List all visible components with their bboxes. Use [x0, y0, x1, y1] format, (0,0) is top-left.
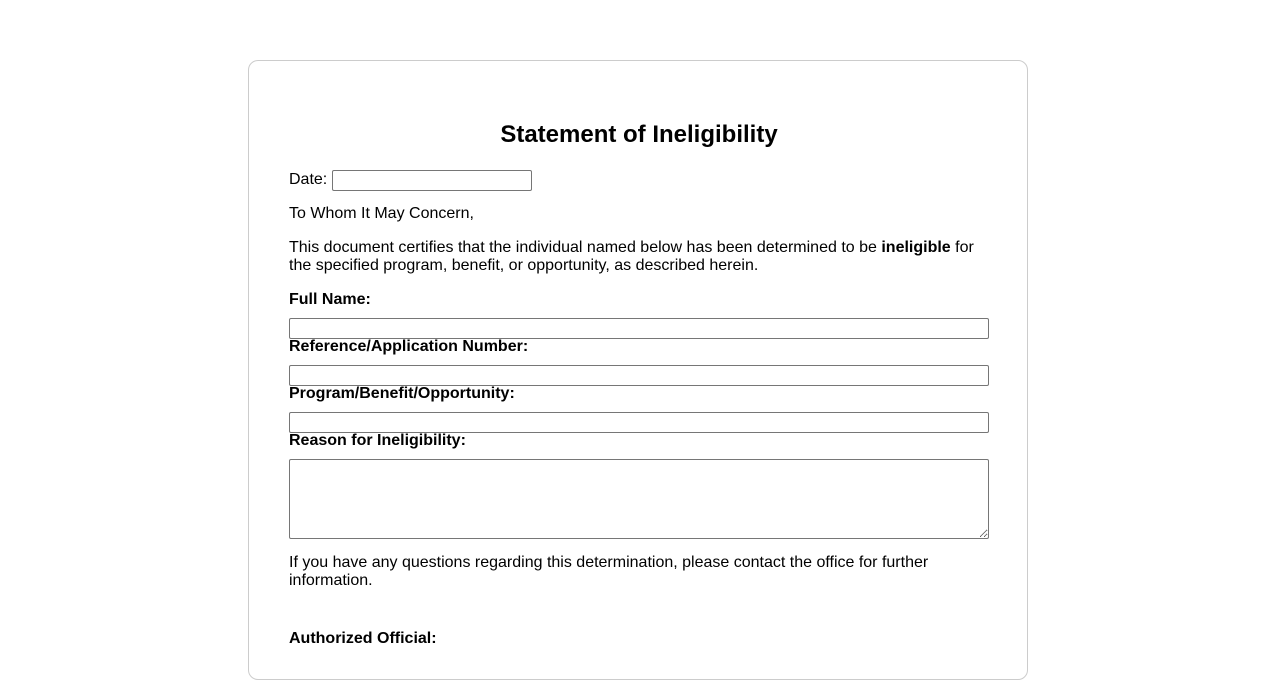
- program-label: Program/Benefit/Opportunity:: [289, 385, 515, 402]
- reason-textarea[interactable]: [289, 459, 989, 539]
- reference-number-input[interactable]: [289, 365, 989, 386]
- certification-text-suffix: for the specified program, benefit, or opportunity, as described herein.: [289, 239, 974, 274]
- date-row: [289, 169, 532, 191]
- reason-label: Reason for Ineligibility:: [289, 432, 466, 449]
- program-input[interactable]: [289, 412, 989, 433]
- authorized-official-label: Authorized Official:: [289, 630, 437, 647]
- page-title: Statement of Ineligibility: [500, 121, 778, 148]
- full-name-input[interactable]: [289, 318, 989, 339]
- certification-paragraph: [289, 239, 989, 275]
- date-input[interactable]: [332, 170, 532, 191]
- full-name-label: Full Name:: [289, 291, 371, 308]
- date-label: Date:: [289, 171, 328, 188]
- closing-paragraph: If you have any questions regarding this determination, please contact the office for further information.: [289, 554, 929, 589]
- ineligible-emphasis: ineligible: [881, 239, 951, 256]
- salutation: To Whom It May Concern,: [289, 205, 474, 222]
- reference-number-label: Reference/Application Number:: [289, 338, 529, 355]
- certification-text-prefix: This document certifies that the individual named below has been determined to be: [289, 239, 882, 256]
